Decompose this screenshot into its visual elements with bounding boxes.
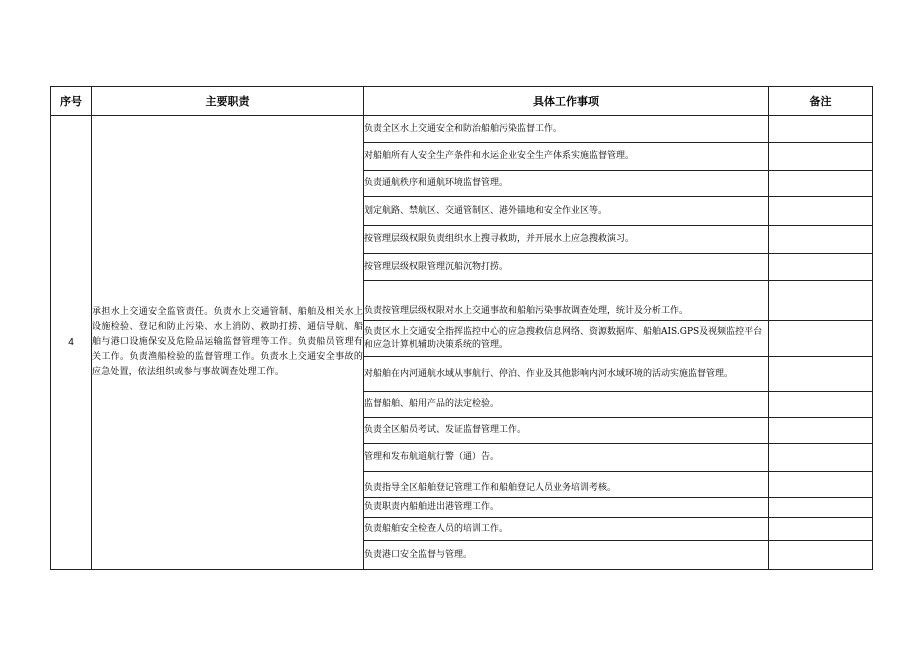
duty-table: [50, 86, 873, 570]
work-item: 负责通航秩序和通航环境监督管理。: [364, 171, 769, 197]
work-item: 负责船舶安全检查人员的培训工作。: [364, 518, 769, 541]
remark-cell: [769, 541, 873, 570]
remark-cell: [769, 254, 873, 281]
work-item: 负责职责内船舶进出港管理工作。: [364, 498, 769, 518]
remark-cell: [769, 143, 873, 171]
work-item: 管理和发布航道航行警（通）告。: [364, 444, 769, 472]
header-remarks: 备注: [769, 87, 873, 116]
remark-cell: [769, 197, 873, 226]
work-item: 负责全区水上交通安全和防治船舶污染监督工作。: [364, 116, 769, 143]
header-main-duty: 主要职责: [92, 87, 364, 116]
header-seq: 序号: [51, 87, 92, 116]
table-row: [51, 116, 873, 143]
remark-cell: [769, 392, 873, 418]
work-item: 负责指导全区船舶登记管理工作和船舶登记人员业务培训考核。: [364, 472, 769, 498]
remark-cell: [769, 418, 873, 444]
remark-cell: [769, 321, 873, 357]
work-item: 负责港口安全监督与管理。: [364, 541, 769, 570]
remark-cell: [769, 472, 873, 498]
work-item: 划定航路、禁航区、交通管制区、港外锚地和安全作业区等。: [364, 197, 769, 226]
work-item: 负责按管理层级权限对水上交通事故和船舶污染事故调查处理，统计及分析工作。: [364, 281, 769, 321]
work-item: 对船舶所有人安全生产条件和水运企业安全生产体系实施监督管理。: [364, 143, 769, 171]
seq-cell: 4: [51, 116, 92, 570]
remark-cell: [769, 226, 873, 254]
main-duty-cell: 承担水上交通安全监管责任。负责水上交通管制、船舶及相关水上设施检验、登记和防止污染、水上消防、救助打捞、通信导航、船舶与港口设施保安及危险品运输监督管理等工作。负责船员管理有关工作。负责渔船检验的监督管理工作。负责水上交通安全事故的应急处置，依法组织或参与事故调查处理工作。: [92, 116, 364, 570]
work-item: 负责全区船员考试、发证监督管理工作。: [364, 418, 769, 444]
remark-cell: [769, 171, 873, 197]
work-item: 监督船舶、船用产品的法定检验。: [364, 392, 769, 418]
work-item: 按管理层级权限负责组织水上搜寻救助，并开展水上应急搜救演习。: [364, 226, 769, 254]
header-work-items: 具体工作事项: [364, 87, 769, 116]
remark-cell: [769, 116, 873, 143]
remark-cell: [769, 498, 873, 518]
work-item: 按管理层级权限管理沉船沉物打捞。: [364, 254, 769, 281]
remark-cell: [769, 444, 873, 472]
remark-cell: [769, 518, 873, 541]
work-item: 对船舶在内河通航水域从事航行、停泊、作业及其他影响内河水域环境的活动实施监督管理。: [364, 357, 769, 392]
work-item: 负责区水上交通安全指挥监控中心的应急搜救信息网络、资源数据库、船舶AIS.GPS及视频监控平台和应急计算机辅助决策系统的管理。: [364, 321, 769, 357]
header-row: [51, 87, 873, 116]
remark-cell: [769, 357, 873, 392]
remark-cell: [769, 281, 873, 321]
